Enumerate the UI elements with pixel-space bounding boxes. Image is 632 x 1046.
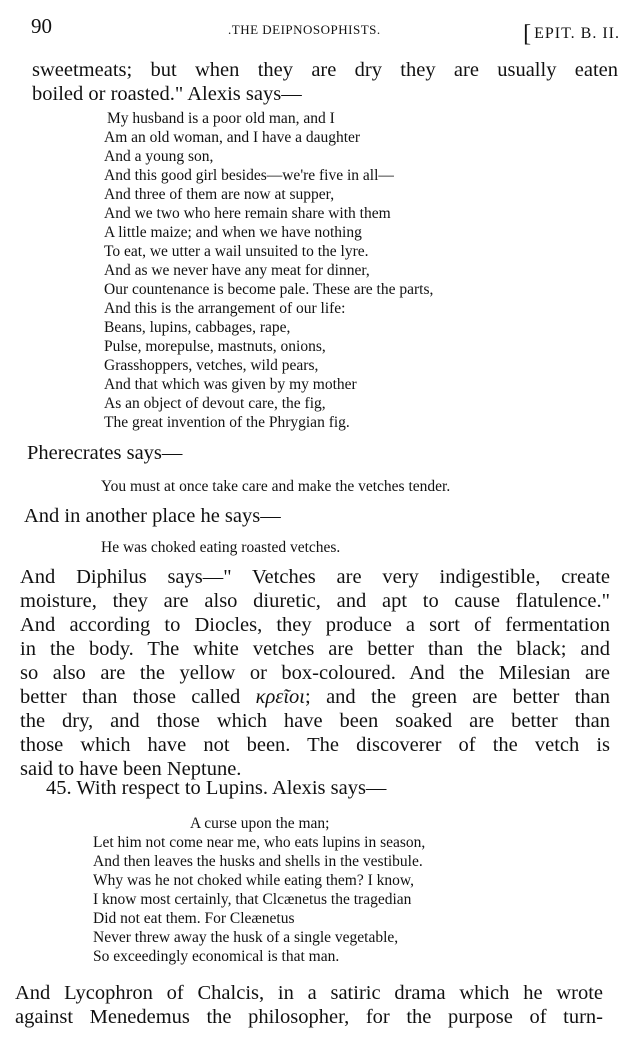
verse-line: Let him not come near me, who eats lupins in season,: [93, 834, 426, 851]
lycophron-paragraph: [15, 981, 603, 1029]
prose-line: so also are the yellow or box-coloured. And the Milesian are: [20, 662, 610, 684]
verse-line: And a young son,: [104, 148, 214, 165]
verse-line: And this is the arrangement of our life:: [104, 300, 346, 317]
prose-text: better than those called: [20, 686, 256, 708]
another-place-verse: [101, 538, 340, 557]
prose-line: boiled or roasted." Alexis says—: [32, 83, 302, 105]
verse-line: And then leaves the husks and shells in the vestibule.: [93, 853, 423, 870]
section-reference-text: EPIT. B. II.: [534, 25, 620, 42]
page-number: 90: [31, 14, 52, 38]
verse-line: Why was he not choked while eating them? I know,: [93, 872, 414, 889]
running-header: [0, 14, 632, 47]
verse-line: A curse upon the man;: [190, 815, 330, 832]
verse-line: And that which was given by my mother: [104, 376, 357, 393]
prose-line: And Diphilus says—" Vetches are very indigestible, create: [20, 566, 610, 588]
prose-line: those which have not been. The discoverer of the vetch is: [20, 734, 610, 756]
prose-line: the dry, and those which have been soaked are better than: [20, 710, 610, 732]
prose-line: said to have been Neptune.: [20, 758, 242, 780]
prose-text: ; and the green are better than: [305, 686, 611, 708]
verse-line: And as we never have any meat for dinner,: [104, 262, 370, 279]
verse-line: Grasshoppers, vetches, wild pears,: [104, 357, 319, 374]
verse-line: And this good girl besides—we're five in all—: [104, 167, 394, 184]
verse-line: I know most certainly, that Clcænetus the tragedian: [93, 891, 412, 908]
bracket-glyph: [: [523, 21, 533, 47]
verse-line: So exceedingly economical is that man.: [93, 948, 340, 965]
verse-line: Pulse, morepulse, mastnuts, onions,: [104, 338, 326, 355]
verse-line: Our countenance is become pale. These are the parts,: [104, 281, 434, 298]
verse-line: Am an old woman, and I have a daughter: [104, 129, 361, 146]
prose-line: sweetmeats; but when they are dry they are usually eaten: [32, 59, 618, 81]
verse-line: And we two who here remain share with them: [104, 205, 391, 222]
prose-line: in the body. The white vetches are better than the black; and: [20, 638, 610, 660]
running-title: .THE DEIPNOSOPHISTS.: [228, 22, 381, 37]
prose-line: against Menedemus the philosopher, for the purpose of turn-: [15, 1006, 603, 1028]
verse-line: Never threw away the husk of a single vegetable,: [93, 929, 399, 946]
prose-line-with-greek: [20, 685, 610, 709]
prose-line: And Lycophron of Chalcis, in a satiric drama which he wrote: [15, 982, 603, 1004]
verse-line: And three of them are now at supper,: [104, 186, 335, 203]
verse-line: Did not eat them. For Cleænetus: [93, 910, 295, 927]
verse-line: The great invention of the Phrygian fig.: [104, 414, 350, 431]
section-45-heading: 45. With respect to Lupins. Alexis says—: [46, 777, 387, 799]
opening-paragraph: [32, 58, 618, 106]
verse-line: You must at once take care and make the vetches tender.: [101, 478, 451, 495]
speaker-another-place: And in another place he says—: [24, 505, 281, 527]
section-reference: [523, 18, 620, 45]
pherecrates-verse: [101, 477, 450, 496]
alexis-verse: [104, 109, 433, 432]
lupins-verse: [93, 814, 425, 966]
speaker-pherecrates: Pherecrates says—: [27, 442, 183, 464]
greek-word: κρεῖοι: [255, 686, 306, 708]
verse-line: He was choked eating roasted vetches.: [101, 539, 341, 556]
prose-line: moisture, they are also diuretic, and apt to cause flatulence.": [20, 590, 610, 612]
verse-line: Beans, lupins, cabbages, rape,: [104, 319, 291, 336]
verse-line: As an object of devout care, the fig,: [104, 395, 326, 412]
prose-line: And according to Diocles, they produce a sort of fermentation: [20, 614, 610, 636]
verse-line: My husband is a poor old man, and I: [107, 110, 335, 127]
diphilus-paragraph: [20, 565, 610, 781]
verse-line: A little maize; and when we have nothing: [104, 224, 362, 241]
verse-line: To eat, we utter a wail unsuited to the lyre.: [104, 243, 369, 260]
